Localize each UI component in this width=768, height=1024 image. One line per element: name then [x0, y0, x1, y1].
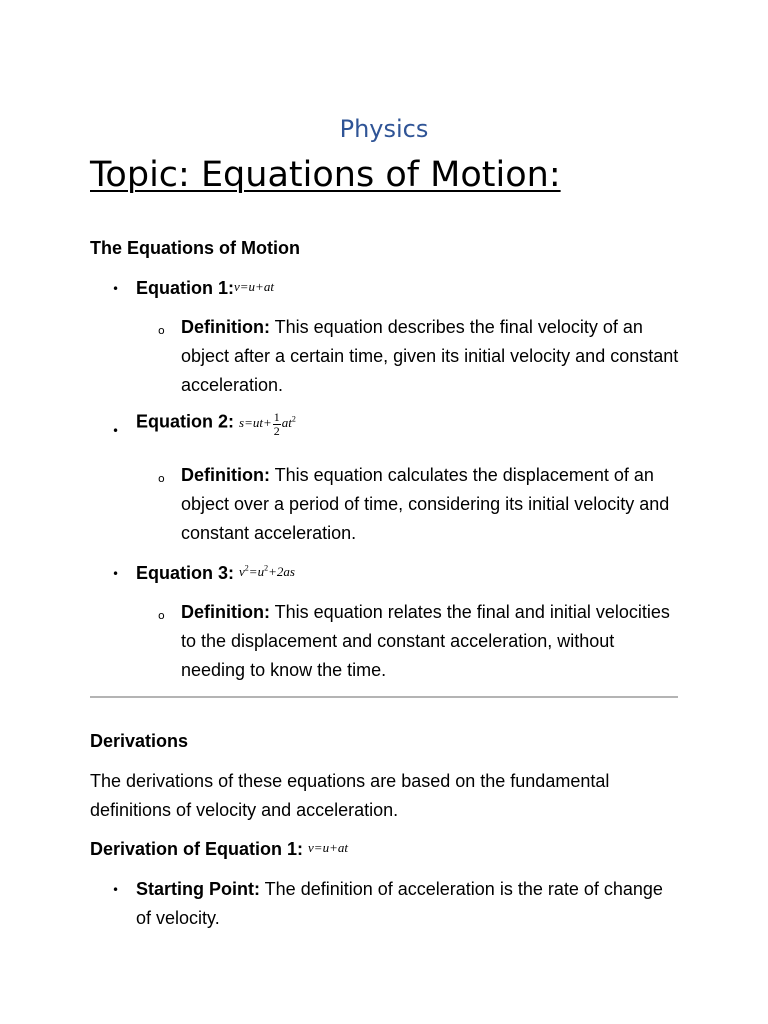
sub-bullet-icon: o	[158, 472, 165, 485]
fraction-numerator: 1	[273, 410, 280, 424]
subject-heading: Physics	[339, 115, 429, 143]
fraction-half	[273, 411, 281, 438]
equation-3-line	[136, 563, 295, 584]
horizontal-rule	[90, 696, 678, 698]
equation-2-definition	[181, 461, 681, 548]
starting-point-text: The definition of acceleration is the rate of change of velocity.	[136, 879, 663, 928]
equation-1-definition	[181, 313, 681, 400]
fraction-denominator: 2	[273, 424, 280, 438]
equation-3-label: Equation 3:	[136, 563, 234, 583]
definition-text: This equation relates the final and initial velocities to the displacement and constant acceleration, without needing to know the time.	[181, 602, 670, 680]
equation-1-formula: v=u+at	[234, 279, 274, 294]
equation-2-formula	[239, 410, 296, 438]
definition-label: Definition:	[181, 602, 270, 622]
equation-3-v-exponent: 2	[244, 563, 249, 573]
equation-3-v: v	[239, 564, 245, 579]
starting-point-item	[136, 875, 681, 933]
bullet-icon: •	[112, 282, 120, 296]
equation-3-eq-u: =u	[248, 564, 265, 579]
equation-3-formula	[239, 564, 295, 579]
equation-2-prefix: s=ut+	[239, 415, 272, 431]
bullet-icon: •	[112, 567, 120, 581]
equation-1-line	[136, 278, 274, 299]
sub-bullet-icon: o	[158, 324, 165, 337]
derivation-1-label: Derivation of Equation 1:	[90, 839, 304, 859]
equation-1-label: Equation 1:	[136, 278, 234, 298]
equation-2-suffix: at	[281, 415, 292, 431]
sub-bullet-icon: o	[158, 609, 165, 622]
equation-2-line	[136, 411, 296, 438]
definition-label: Definition:	[181, 465, 270, 485]
definition-text: This equation describes the final velocity of an object after a certain time, given its initial velocity and constant acceleration.	[181, 317, 679, 395]
equation-2-exponent: 2	[291, 415, 296, 425]
section-heading-derivations: Derivations	[90, 731, 189, 751]
equation-3-tail: +2as	[268, 564, 295, 579]
equation-2-label: Equation 2:	[136, 411, 234, 432]
bullet-icon: •	[112, 424, 120, 438]
derivations-intro: The derivations of these equations are based on the fundamental definitions of velocity and acceleration.	[90, 771, 610, 820]
definition-label: Definition:	[181, 317, 270, 337]
equation-3-definition	[181, 598, 681, 685]
derivation-1-formula: v=u+at	[308, 840, 348, 855]
derivation-1-heading	[90, 839, 348, 860]
page-title: Topic: Equations of Motion:	[90, 155, 561, 195]
starting-point-label: Starting Point:	[136, 879, 260, 899]
definition-text: This equation calculates the displacement of an object over a period of time, considering its initial velocity and constant acceleration.	[181, 465, 670, 543]
bullet-icon: •	[112, 883, 120, 897]
equation-3-u-exponent: 2	[264, 563, 269, 573]
section-heading-equations: The Equations of Motion	[90, 238, 300, 258]
